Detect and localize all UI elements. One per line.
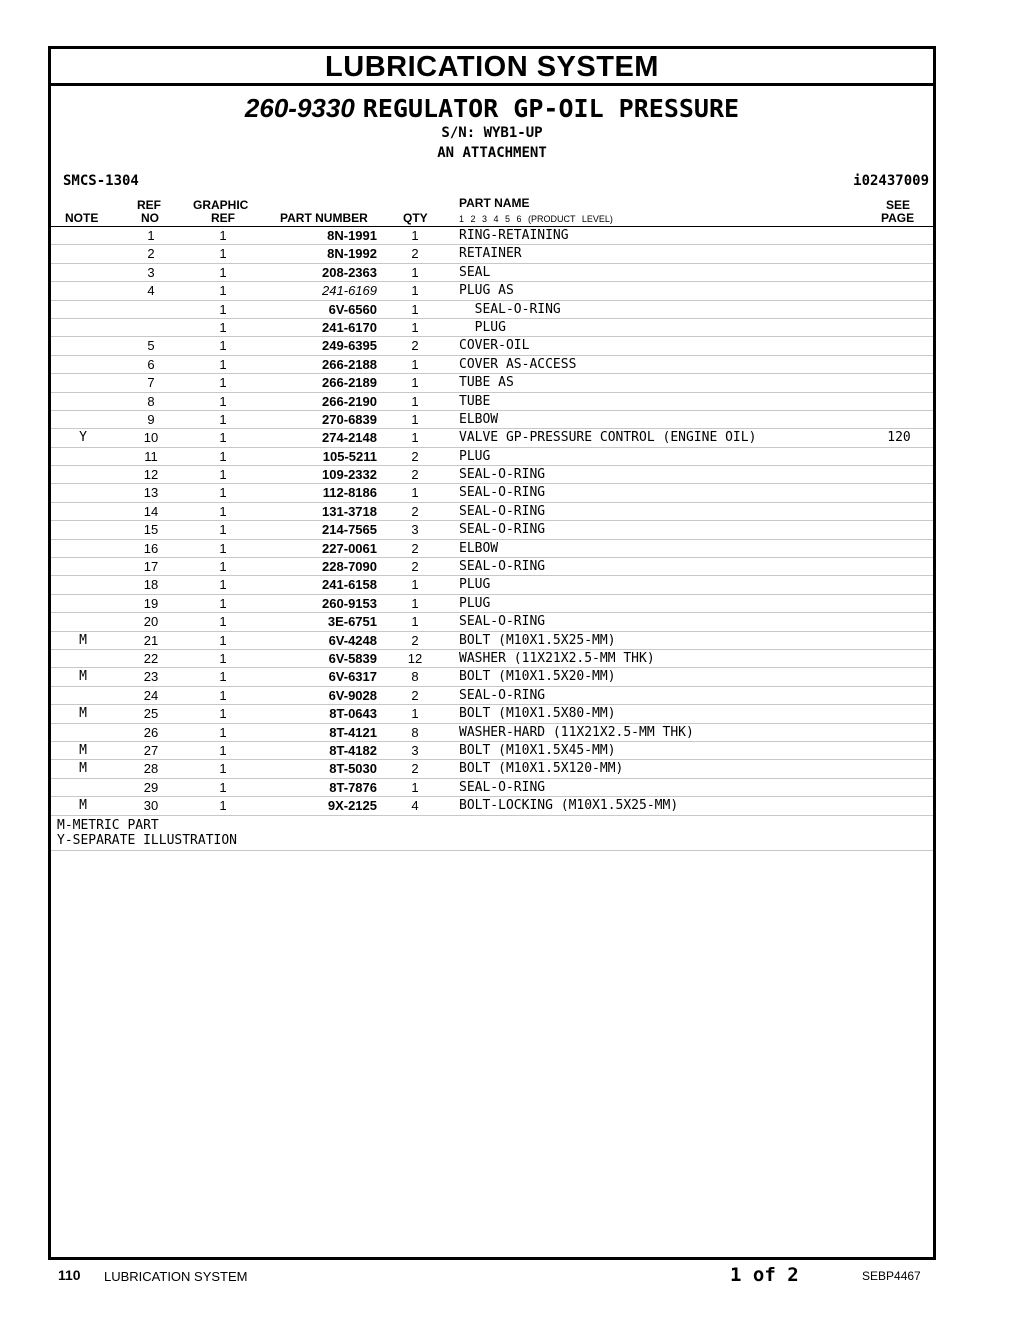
graphic-ref-cell: 1 (219, 411, 227, 427)
graphic-ref-cell: 1 (219, 485, 227, 501)
col-note: NOTE (65, 211, 99, 225)
group-name: REGULATOR GP-OIL PRESSURE (362, 94, 740, 123)
ref-no-cell: 30 (143, 798, 159, 814)
ref-no-cell: 13 (143, 485, 159, 501)
qty-cell: 2 (411, 559, 419, 575)
qty-cell: 1 (411, 411, 419, 427)
see-page-cell: 120 (887, 430, 911, 446)
part-number-cell: 6V-4248 (328, 632, 377, 648)
note-cell: M (79, 761, 87, 777)
graphic-ref-cell: 1 (219, 522, 227, 538)
graphic-ref-cell: 1 (219, 356, 227, 372)
ref-no-cell: 23 (143, 669, 159, 685)
ref-no-cell: 12 (143, 467, 159, 483)
graphic-ref-cell: 1 (219, 798, 227, 814)
part-name-cell: ELBOW (459, 411, 499, 427)
qty-cell: 2 (411, 246, 419, 262)
part-name-cell: PLUG (459, 319, 506, 335)
graphic-ref-cell: 1 (219, 228, 227, 243)
note-cell: M (79, 669, 87, 685)
graphic-ref-cell: 1 (219, 393, 227, 409)
qty-cell: 2 (411, 632, 419, 648)
illustration-id: i02437009 (853, 173, 929, 189)
part-name-cell: SEAL-O-RING (459, 779, 546, 795)
graphic-ref-cell: 1 (219, 540, 227, 556)
part-number-cell: 112-8186 (322, 485, 377, 501)
table-row (51, 466, 933, 484)
note-cell: Y (79, 430, 87, 446)
note-cell: M (79, 706, 87, 722)
table-row (51, 650, 933, 668)
ref-no-cell: 25 (143, 706, 159, 722)
ref-no-cell: 20 (143, 614, 159, 630)
graphic-ref-cell: 1 (219, 595, 227, 611)
qty-cell: 1 (411, 430, 419, 446)
group-part-number: 260-9330 (244, 93, 355, 123)
part-name-cell: BOLT-LOCKING (M10X1.5X25-MM) (459, 798, 679, 814)
col-see-bottom: PAGE (881, 211, 915, 225)
col-see-top: SEE (886, 198, 911, 212)
ref-no-cell: 27 (143, 742, 159, 758)
part-name-cell: BOLT (M10X1.5X45-MM) (459, 742, 616, 758)
part-number-cell: 227-0061 (322, 540, 377, 556)
table-row (51, 687, 933, 705)
parts-list-frame (48, 46, 936, 1260)
ref-no-cell: 10 (143, 430, 159, 446)
part-number-cell: 266-2190 (322, 393, 377, 409)
part-name-cell: COVER AS-ACCESS (459, 356, 577, 372)
part-name-cell: SEAL-O-RING (459, 467, 546, 483)
table-row (51, 429, 933, 447)
qty-cell: 1 (411, 375, 419, 391)
legend (51, 816, 933, 851)
part-name-cell: BOLT (M10X1.5X120-MM) (459, 761, 624, 777)
legend-metric: M-METRIC PART (57, 817, 159, 833)
ref-no-cell: 2 (147, 246, 155, 262)
table-row (51, 540, 933, 558)
part-number-cell: 8T-5030 (329, 761, 377, 777)
table-row (51, 319, 933, 337)
qty-cell: 1 (411, 301, 419, 317)
part-number-cell: 3E-6751 (327, 614, 377, 630)
part-name-cell: SEAL-O-RING (459, 687, 546, 703)
qty-cell: 2 (411, 467, 419, 483)
part-name-cell: PLUG (459, 448, 491, 464)
col-ref-top: REF (137, 198, 161, 212)
part-number-cell: 131-3718 (322, 503, 377, 519)
qty-cell: 2 (411, 503, 419, 519)
col-qty: QTY (403, 211, 428, 225)
table-header (51, 193, 933, 227)
part-name-cell: SEAL (459, 264, 491, 280)
graphic-ref-cell: 1 (219, 467, 227, 483)
part-name-cell: SEAL-O-RING (459, 503, 546, 519)
footer-section: LUBRICATION SYSTEM (104, 1269, 248, 1284)
graphic-ref-cell: 1 (219, 742, 227, 758)
part-name-cell: COVER-OIL (459, 338, 530, 354)
part-name-cell: WASHER-HARD (11X21X2.5-MM THK) (459, 724, 694, 740)
table-row (51, 521, 933, 539)
qty-cell: 1 (411, 283, 419, 299)
part-number-cell: 241-6169 (322, 283, 377, 299)
table-row (51, 337, 933, 355)
table-row (51, 797, 933, 815)
ref-no-cell: 16 (143, 540, 159, 556)
graphic-ref-cell: 1 (219, 687, 227, 703)
part-number-cell: 6V-6560 (328, 301, 377, 317)
graphic-ref-cell: 1 (219, 577, 227, 593)
part-number-cell: 109-2332 (322, 467, 377, 483)
table-row (51, 245, 933, 263)
part-number-cell: 274-2148 (322, 430, 377, 446)
part-name-cell: SEAL-O-RING (459, 614, 546, 630)
ref-no-cell: 17 (143, 559, 159, 575)
table-row (51, 503, 933, 521)
part-number-cell: 208-2363 (322, 264, 377, 280)
graphic-ref-cell: 1 (219, 319, 227, 335)
qty-cell: 3 (411, 522, 419, 538)
qty-cell: 8 (411, 669, 419, 685)
graphic-ref-cell: 1 (219, 338, 227, 354)
part-number-cell: 266-2189 (322, 375, 377, 391)
graphic-ref-cell: 1 (219, 430, 227, 446)
part-number-cell: 241-6170 (322, 319, 377, 335)
ref-no-cell: 18 (143, 577, 159, 593)
graphic-ref-cell: 1 (219, 761, 227, 777)
footer-doc-id: SEBP4467 (862, 1269, 921, 1283)
table-row (51, 484, 933, 502)
section-title: LUBRICATION SYSTEM (51, 49, 933, 86)
table-row (51, 595, 933, 613)
part-number-cell: 8N-1992 (327, 246, 377, 262)
code-line (51, 169, 933, 193)
ref-no-cell: 24 (143, 687, 159, 703)
part-number-cell: 8T-7876 (329, 779, 377, 795)
graphic-ref-cell: 1 (219, 264, 227, 280)
part-name-cell: PLUG (459, 595, 491, 611)
part-name-cell: TUBE (459, 393, 491, 409)
table-row (51, 558, 933, 576)
note-cell: M (79, 632, 87, 648)
part-number-cell: 6V-5839 (328, 650, 377, 666)
table-row (51, 760, 933, 778)
ref-no-cell: 11 (144, 448, 158, 464)
part-number-cell: 260-9153 (322, 595, 377, 611)
part-number-cell: 9X-2125 (327, 798, 377, 814)
graphic-ref-cell: 1 (219, 614, 227, 630)
table-row (51, 448, 933, 466)
part-name-cell: SEAL-O-RING (459, 485, 546, 501)
ref-no-cell: 21 (143, 632, 159, 648)
part-number-cell: 6V-6317 (328, 669, 377, 685)
table-row (51, 632, 933, 650)
ref-no-cell: 1 (147, 228, 155, 243)
ref-no-cell: 26 (143, 724, 159, 740)
ref-no-cell: 29 (143, 779, 159, 795)
part-number-cell: 8T-4121 (329, 724, 377, 740)
part-name-cell: RING-RETAINING (459, 228, 569, 243)
qty-cell: 1 (411, 356, 419, 372)
ref-no-cell: 4 (147, 283, 155, 299)
graphic-ref-cell: 1 (219, 246, 227, 262)
table-row (51, 356, 933, 374)
qty-cell: 1 (411, 264, 419, 280)
part-number-cell: 8T-0643 (329, 706, 377, 722)
col-part-name: PART NAME (459, 196, 530, 210)
col-graphic-bottom: REF (211, 211, 235, 225)
legend-separate-illustration: Y-SEPARATE ILLUSTRATION (57, 832, 238, 848)
table-row (51, 282, 933, 300)
graphic-ref-cell: 1 (219, 669, 227, 685)
table-row (51, 779, 933, 797)
part-name-cell: PLUG AS (459, 283, 514, 299)
table-row (51, 613, 933, 631)
footer-page-number: 110 (58, 1267, 81, 1283)
graphic-ref-cell: 1 (219, 706, 227, 722)
part-number-cell: 249-6395 (322, 338, 377, 354)
table-row (51, 724, 933, 742)
graphic-ref-cell: 1 (219, 503, 227, 519)
part-name-cell: BOLT (M10X1.5X25-MM) (459, 632, 616, 648)
col-graphic-top: GRAPHIC (193, 198, 249, 212)
ref-no-cell: 8 (147, 393, 155, 409)
table-row (51, 374, 933, 392)
serial-number-range: S/N: WYB1-UP (441, 125, 543, 141)
ref-no-cell: 15 (143, 522, 159, 538)
ref-no-cell: 22 (143, 650, 159, 666)
page-footer (0, 1262, 1020, 1288)
part-name-cell: BOLT (M10X1.5X80-MM) (459, 706, 616, 722)
ref-no-cell: 3 (147, 264, 155, 280)
qty-cell: 1 (411, 485, 419, 501)
part-name-cell: WASHER (11X21X2.5-MM THK) (459, 650, 655, 666)
qty-cell: 8 (411, 724, 419, 740)
table-row (51, 576, 933, 594)
qty-cell: 12 (407, 650, 423, 666)
table-row (51, 705, 933, 723)
attachment-note: AN ATTACHMENT (437, 145, 547, 161)
graphic-ref-cell: 1 (219, 632, 227, 648)
qty-cell: 1 (411, 319, 419, 335)
ref-no-cell: 7 (147, 375, 155, 391)
part-name-cell: TUBE AS (459, 375, 514, 391)
footer-page-of: 1 of 2 (730, 1264, 799, 1286)
ref-no-cell: 5 (147, 338, 155, 354)
ref-no-cell: 14 (143, 503, 159, 519)
qty-cell: 3 (411, 742, 419, 758)
graphic-ref-cell: 1 (219, 779, 227, 795)
ref-no-cell: 6 (147, 356, 155, 372)
part-number-cell: 228-7090 (322, 559, 377, 575)
graphic-ref-cell: 1 (219, 650, 227, 666)
col-part-number: PART NUMBER (280, 211, 368, 225)
group-title (51, 94, 933, 123)
graphic-ref-cell: 1 (219, 283, 227, 299)
table-row (51, 668, 933, 686)
qty-cell: 2 (411, 338, 419, 354)
table-row (51, 411, 933, 429)
qty-cell: 1 (411, 614, 419, 630)
graphic-ref-cell: 1 (219, 559, 227, 575)
part-number-cell: 105-5211 (322, 448, 377, 464)
qty-cell: 1 (411, 228, 419, 243)
part-number-cell: 241-6158 (322, 577, 377, 593)
part-name-cell: ELBOW (459, 540, 499, 556)
col-product-level: 1 2 3 4 5 6 (PRODUCT LEVEL) (459, 214, 613, 224)
part-number-cell: 6V-9028 (328, 687, 377, 703)
part-name-cell: VALVE GP-PRESSURE CONTROL (ENGINE OIL) (459, 430, 757, 446)
part-number-cell: 8T-4182 (329, 742, 377, 758)
part-number-cell: 8N-1991 (327, 228, 377, 243)
part-name-cell: BOLT (M10X1.5X20-MM) (459, 669, 616, 685)
table-row (51, 742, 933, 760)
part-name-cell: RETAINER (459, 246, 522, 262)
ref-no-cell: 9 (147, 411, 155, 427)
ref-no-cell: 28 (143, 761, 159, 777)
graphic-ref-cell: 1 (219, 724, 227, 740)
graphic-ref-cell: 1 (219, 301, 227, 317)
table-row (51, 227, 933, 245)
qty-cell: 4 (411, 798, 419, 814)
qty-cell: 2 (411, 687, 419, 703)
col-ref-bottom: NO (141, 211, 159, 225)
qty-cell: 2 (411, 448, 419, 464)
graphic-ref-cell: 1 (219, 375, 227, 391)
qty-cell: 1 (411, 779, 419, 795)
graphic-ref-cell: 1 (219, 448, 227, 464)
part-name-cell: PLUG (459, 577, 491, 593)
table-row (51, 264, 933, 282)
part-name-cell: SEAL-O-RING (459, 559, 546, 575)
smcs-code: SMCS-1304 (63, 173, 139, 189)
part-number-cell: 270-6839 (322, 411, 377, 427)
part-name-cell: SEAL-O-RING (459, 522, 546, 538)
part-number-cell: 214-7565 (322, 522, 377, 538)
qty-cell: 2 (411, 540, 419, 556)
qty-cell: 2 (411, 761, 419, 777)
qty-cell: 1 (411, 595, 419, 611)
parts-table-body (51, 227, 933, 816)
table-row (51, 301, 933, 319)
qty-cell: 1 (411, 706, 419, 722)
table-row (51, 393, 933, 411)
note-cell: M (79, 798, 87, 814)
note-cell: M (79, 742, 87, 758)
part-name-cell: SEAL-O-RING (459, 301, 561, 317)
part-number-cell: 266-2188 (322, 356, 377, 372)
qty-cell: 1 (411, 577, 419, 593)
qty-cell: 1 (411, 393, 419, 409)
ref-no-cell: 19 (143, 595, 159, 611)
